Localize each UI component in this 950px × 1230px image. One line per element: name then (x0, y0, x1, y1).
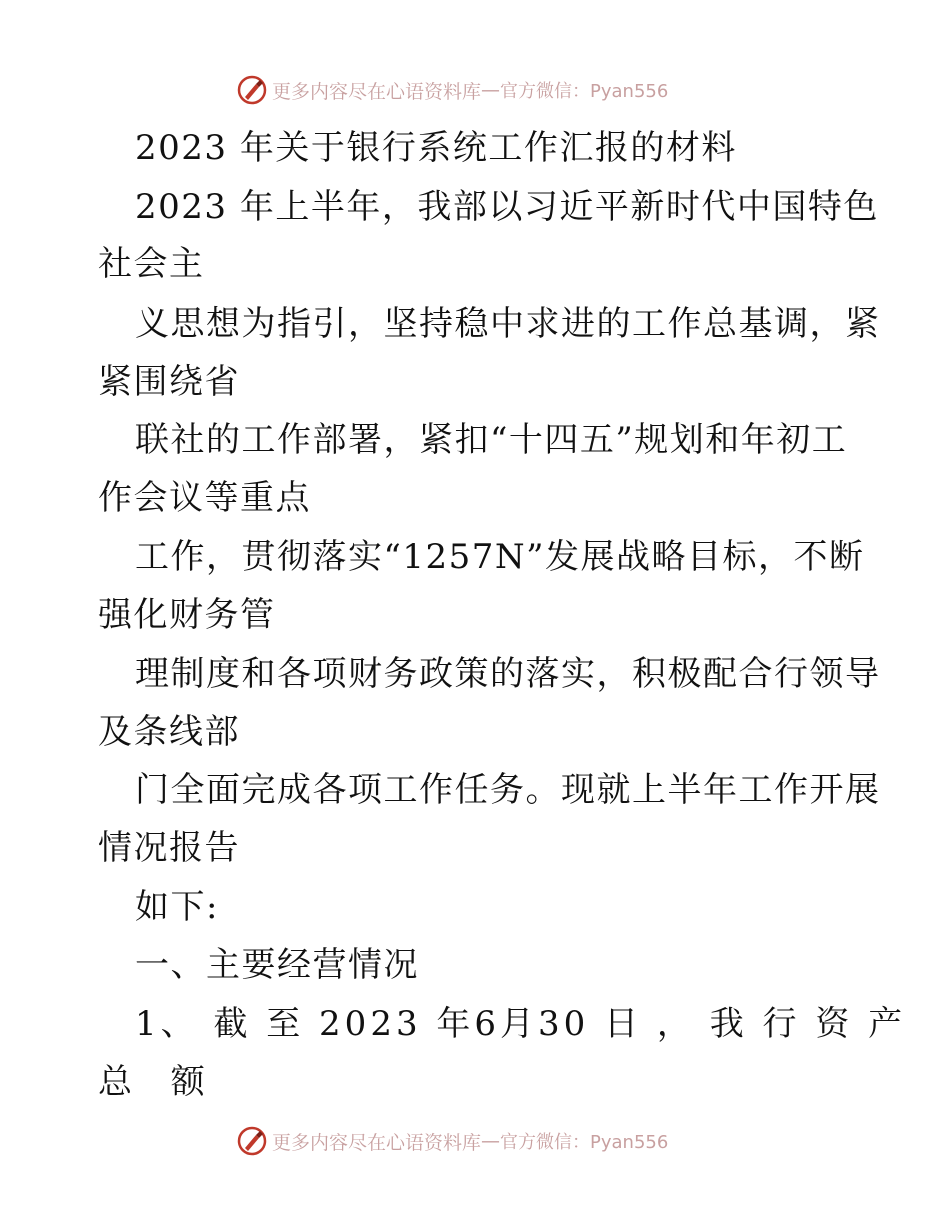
paragraph-line: 如下: (135, 887, 219, 927)
paragraph-line: 义思想为指引，坚持稳中求进的工作总基调，紧 (135, 304, 881, 344)
paragraph-line: 工作，贯彻落实“1257N”发展战略目标，不断 (135, 537, 865, 577)
watermark-text: 更多内容尽在心语资料库 (272, 80, 482, 103)
pen-logo-icon (236, 1125, 268, 1157)
paragraph-line: 2023 年上半年，我部以习近平新时代中国特色 (135, 187, 879, 227)
watermark-contact: 官方微信：Pyan556 (500, 1132, 669, 1153)
watermark-separator: — (481, 79, 501, 101)
paragraph-line: 强化财务管 (98, 595, 276, 635)
paragraph-line: 1、 截 至 2023 年6月30 日 ， 我 行 资 产 (135, 1004, 907, 1044)
watermark-text: 更多内容尽在心语资料库 (272, 1131, 482, 1154)
document-title: 2023 年关于银行系统工作汇报的材料 (135, 128, 737, 168)
paragraph-line: 社会主 (98, 244, 205, 284)
watermark-contact: 官方微信：Pyan556 (500, 81, 669, 102)
paragraph-line: 紧围绕省 (98, 362, 240, 402)
paragraph-line: 理制度和各项财务政策的落实，积极配合行领导 (135, 654, 881, 694)
paragraph-line: 及条线部 (98, 712, 240, 752)
footer-watermark (236, 1124, 668, 1158)
paragraph-line: 联社的工作部署，紧扣“十四五”规划和年初工 (135, 420, 848, 460)
paragraph-line: 情况报告 (98, 828, 240, 868)
paragraph-line: 总 额 (98, 1062, 219, 1102)
watermark-separator: — (481, 1130, 501, 1152)
paragraph-line: 门全面完成各项工作任务。现就上半年工作开展 (135, 770, 881, 810)
section-heading: 一、主要经营情况 (135, 945, 419, 985)
paragraph-line: 作会议等重点 (98, 478, 311, 518)
header-watermark (236, 73, 668, 107)
pen-logo-icon (236, 74, 268, 106)
